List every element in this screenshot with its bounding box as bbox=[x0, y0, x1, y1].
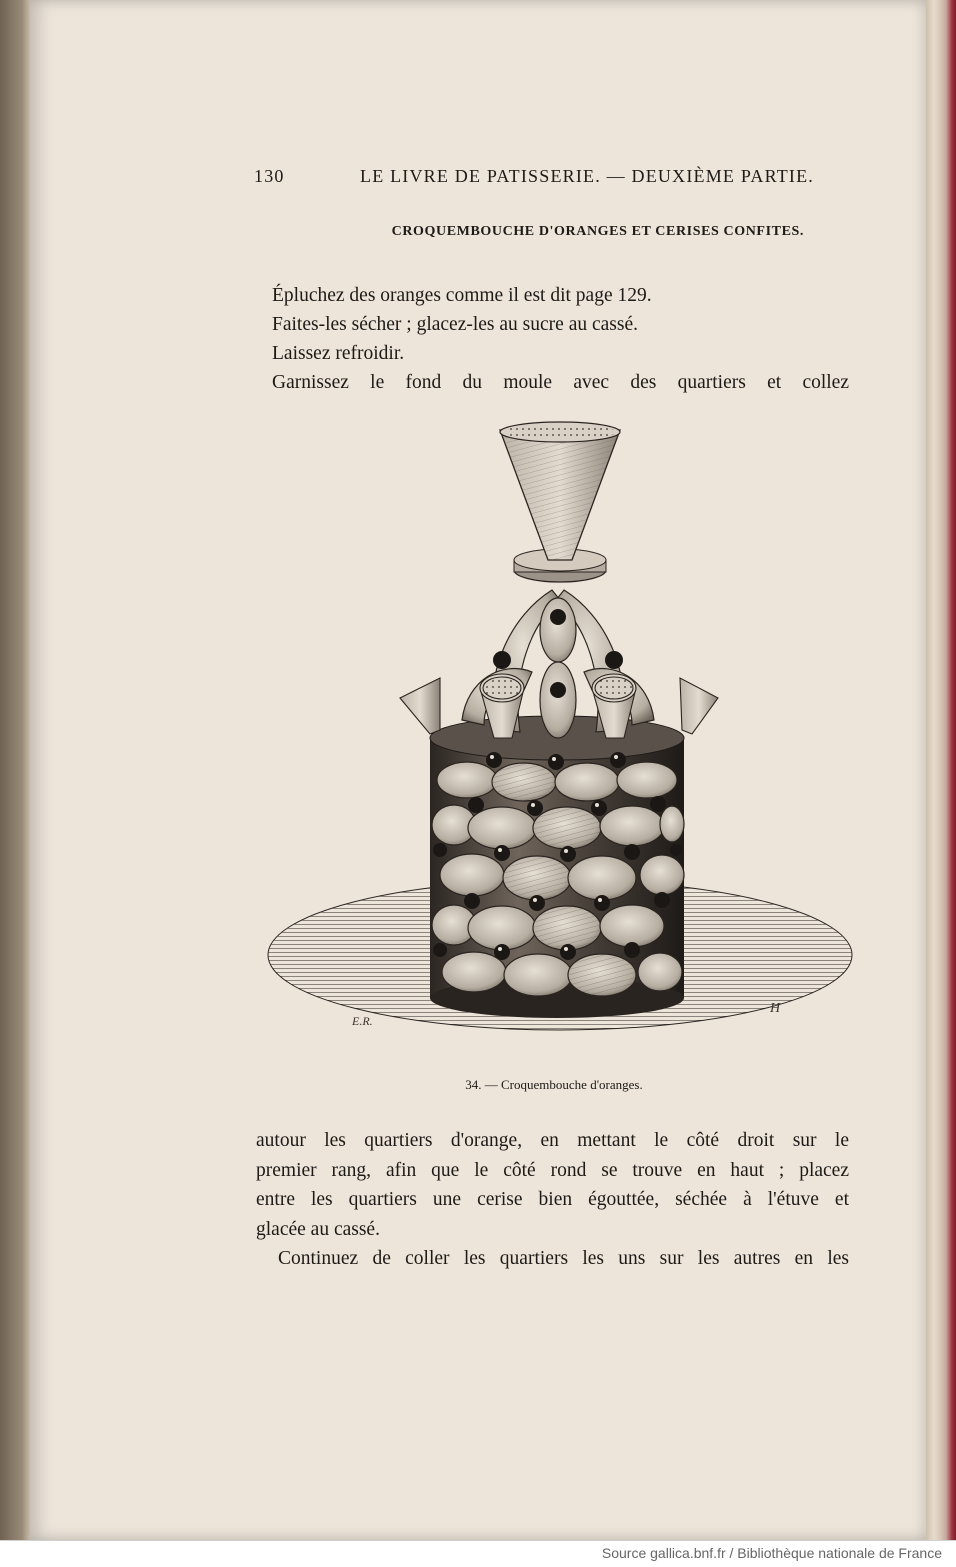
text-line: Laissez refroidir. bbox=[272, 343, 405, 364]
text-line: premier rang, afin que le côté rond se trouve en haut ; placez bbox=[256, 1159, 849, 1181]
section-title: CROQUEMBOUCHE D'ORANGES ET CERISES CONFITES. bbox=[391, 224, 804, 239]
running-head bbox=[254, 166, 814, 187]
paragraph-top bbox=[272, 281, 849, 397]
source-footer bbox=[0, 1540, 956, 1567]
text-line: Continuez de coller les quartiers les uns sur les autres en les bbox=[278, 1248, 849, 1269]
page-number: 130 bbox=[254, 166, 285, 186]
croquembouche-engraving bbox=[262, 420, 858, 1060]
engraver-signature-right: H bbox=[770, 1001, 781, 1016]
source-attribution: Source gallica.bnf.fr / Bibliothèque nationale de France bbox=[601, 1545, 942, 1561]
croquembouche-body bbox=[430, 716, 684, 1018]
text-line: entre les quartiers une cerise bien égouttée, séchée à l'étuve et bbox=[256, 1189, 849, 1210]
paragraph-bottom bbox=[256, 1126, 849, 1274]
text-line: Faites-les sécher ; glacez-les au sucre au cassé. bbox=[272, 314, 638, 335]
text-line: glacée au cassé. bbox=[256, 1218, 380, 1240]
figure-caption: 34. — Croquembouche d'oranges. bbox=[465, 1077, 643, 1092]
next-page-edge bbox=[926, 0, 956, 1540]
main-cone bbox=[500, 422, 620, 560]
engraver-signature-left: E.R. bbox=[352, 1014, 373, 1028]
running-title: LE LIVRE DE PATISSERIE. — DEUXIÈME PARTIE. bbox=[360, 166, 814, 186]
text-line: Épluchez des oranges comme il est dit page 129. bbox=[272, 285, 652, 306]
text-line: autour les quartiers d'orange, en mettant le côté droit sur le bbox=[256, 1130, 849, 1151]
text-line: Garnissez le fond du moule avec des quartiers et collez bbox=[272, 372, 849, 393]
